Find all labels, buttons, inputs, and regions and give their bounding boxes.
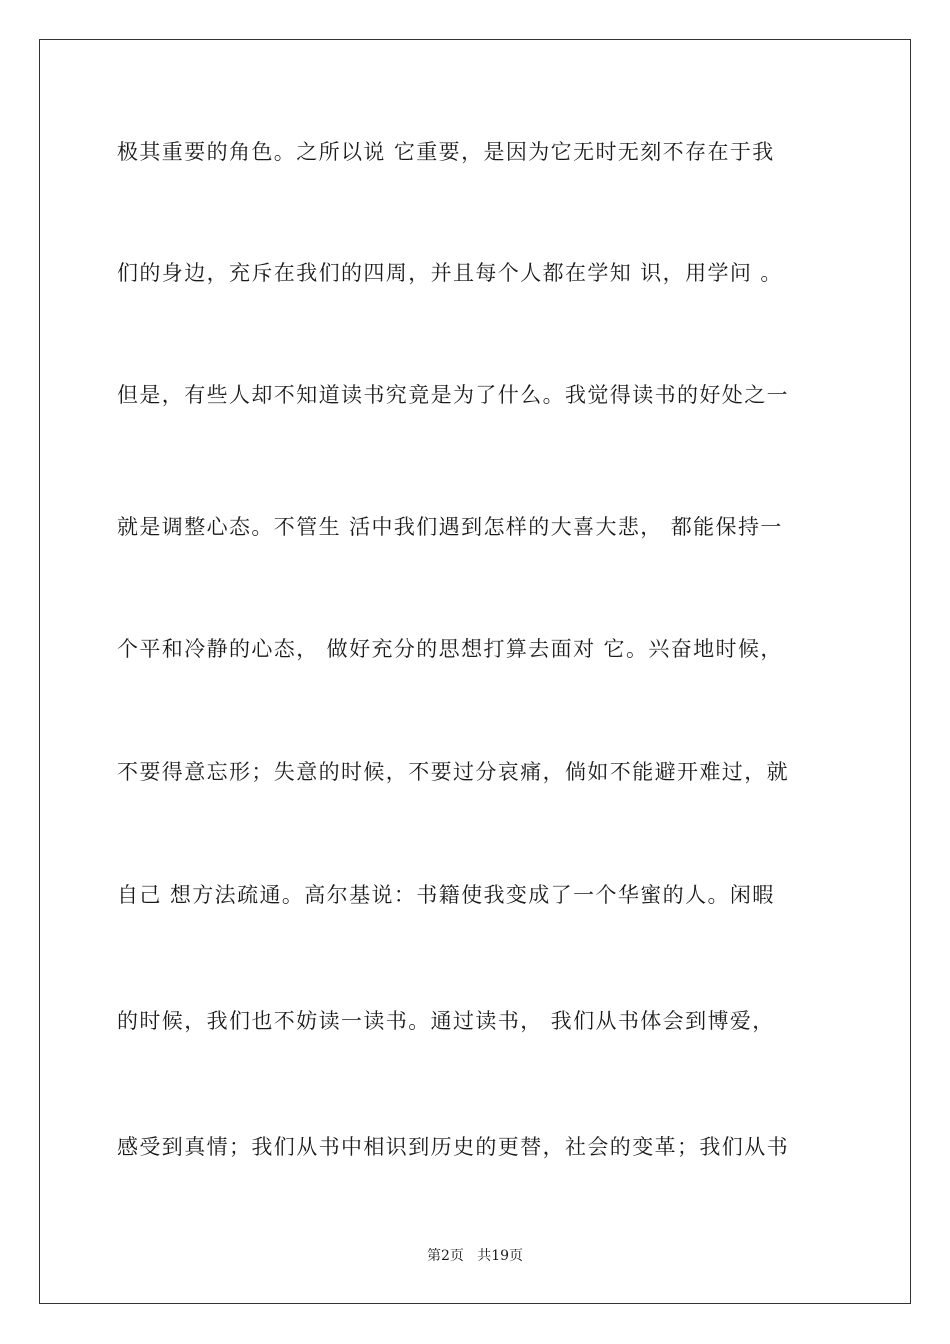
text-line-5: 个平和冷静的心态， 做好充分的思想打算去面对 它。兴奋地时候， bbox=[117, 637, 783, 661]
text-line-2: 们的身边，充斥在我们的四周，并且每个人都在学知 识，用学问 。 bbox=[117, 261, 783, 285]
page-number-footer: 第2页 共19页 bbox=[426, 1248, 524, 1264]
text-line-6: 不要得意忘形；失意的时候，不要过分哀痛，倘如不能避开难过，就 bbox=[117, 760, 789, 784]
text-line-8: 的时候，我们也不妨读一读书。通过读书， 我们从书体会到博爱， bbox=[117, 1009, 775, 1033]
text-line-7: 自己 想方法疏通。高尔基说：书籍使我变成了一个华蜜的人。闲暇 bbox=[117, 883, 775, 907]
text-line-9: 感受到真情；我们从书中相识到历史的更替，社会的变革；我们从书 bbox=[117, 1135, 789, 1159]
text-line-4: 就是调整心态。不管生 活中我们遇到怎样的大喜大悲， 都能保持一 bbox=[117, 515, 783, 539]
text-line-1: 极其重要的角色。之所以说 它重要，是因为它无时无刻不存在于我 bbox=[117, 140, 775, 164]
text-line-3: 但是，有些人却不知道读书究竟是为了什么。我觉得读书的好处之一 bbox=[117, 383, 789, 407]
page-border bbox=[39, 39, 911, 1304]
